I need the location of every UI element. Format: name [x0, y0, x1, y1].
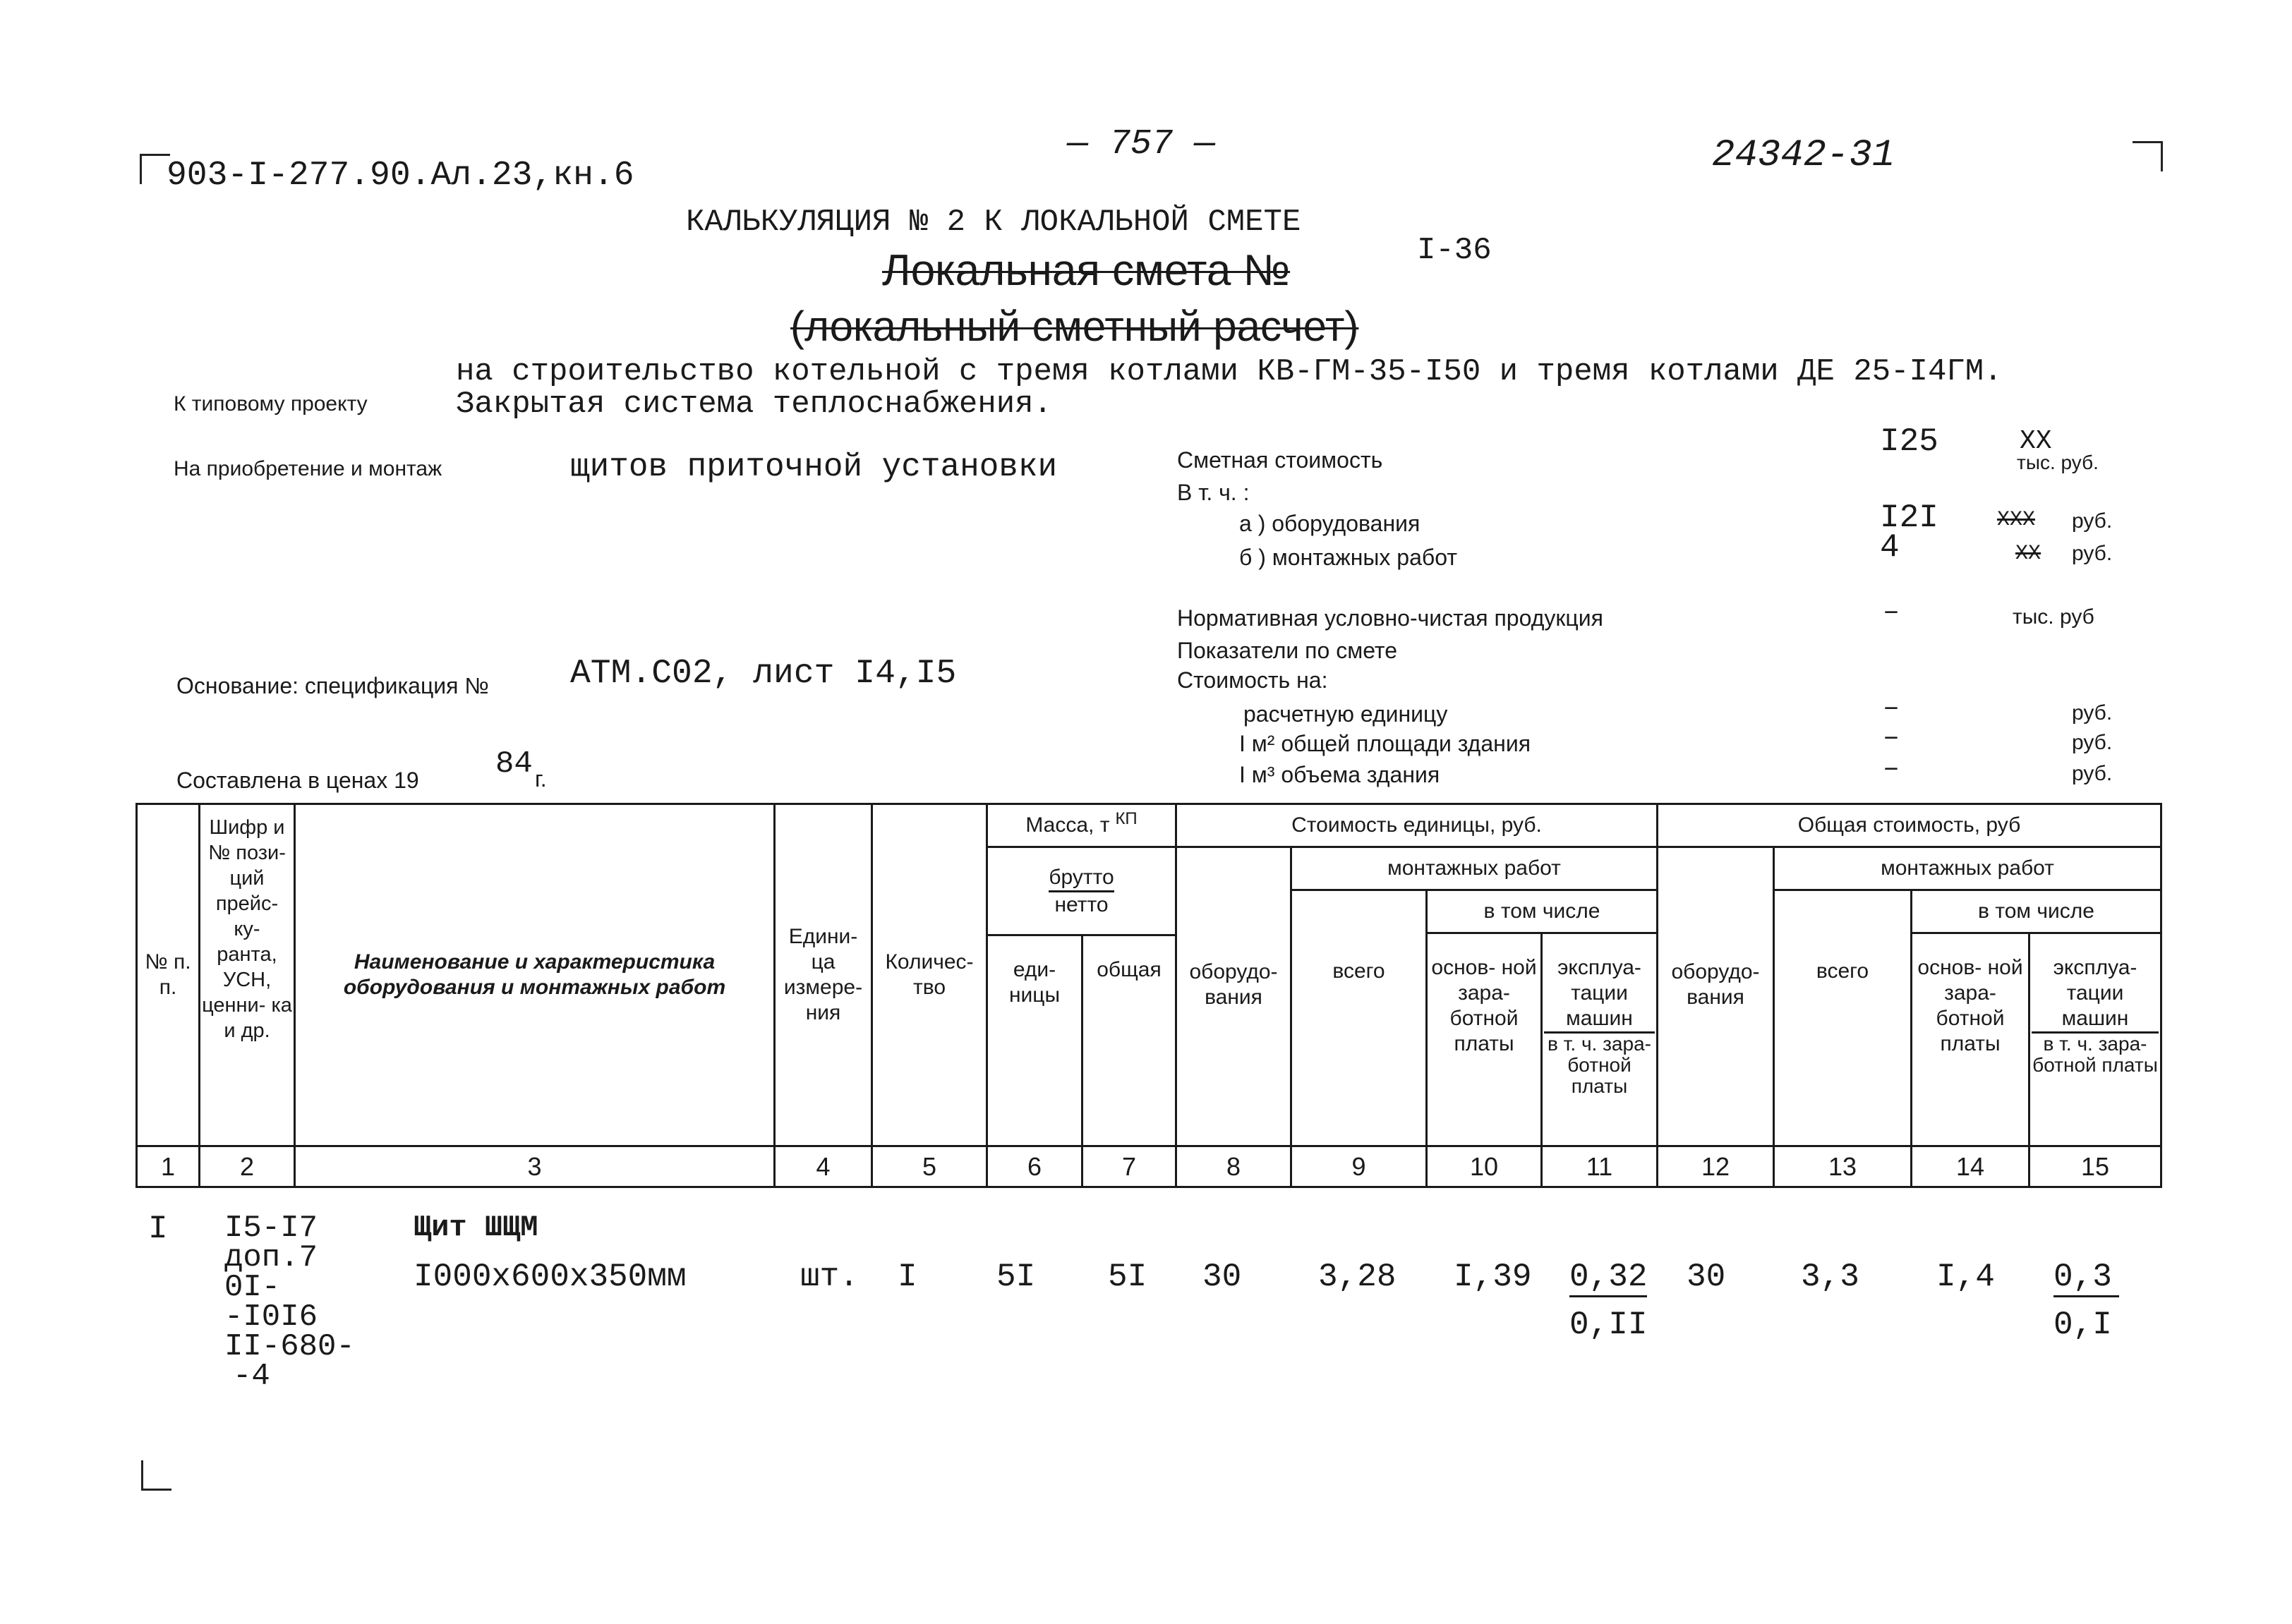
- colnum-7: 7: [1081, 1145, 1177, 1188]
- colnum-2: 2: [198, 1145, 296, 1188]
- header-col-6: еди- ницы: [986, 934, 1083, 1147]
- colnum-13: 13: [1773, 1145, 1912, 1188]
- prices-label: Составлена в ценах 19: [176, 768, 419, 793]
- colnum-9: 9: [1290, 1145, 1428, 1188]
- colnum-5: 5: [871, 1145, 988, 1188]
- per-unit-label: расчетную единицу: [1243, 701, 1448, 727]
- purpose-value: щитов приточной установки: [570, 449, 1058, 485]
- row-equip-unit: 30: [1202, 1259, 1242, 1295]
- purpose-label: На приобретение и монтаж: [174, 457, 442, 480]
- header-col-14: основ- ной зара- ботной платы: [1910, 932, 2030, 1147]
- prices-year: 84: [495, 746, 533, 782]
- installation-label: б ) монтажных работ: [1239, 545, 1457, 570]
- header-mass: [986, 803, 1177, 848]
- row-code-4: -I0I6: [224, 1299, 318, 1335]
- header-total-cost: Общая стоимость, руб: [1656, 803, 2162, 848]
- per-m2-unit: руб.: [2072, 731, 2113, 754]
- header-col-5: Количес- тво: [871, 803, 988, 1147]
- row-machines-unit: 0,32: [1569, 1259, 1647, 1297]
- header-col-2: Шифр и № пози- ций прейс- ку- ранта, УСН, ценни- ка и др.: [198, 803, 296, 1147]
- equipment-label: а ) оборудования: [1239, 511, 1421, 536]
- colnum-11: 11: [1540, 1145, 1658, 1188]
- estimate-table: [135, 803, 2162, 1188]
- archive-number: 24342-31: [1712, 134, 1895, 177]
- equipment-value: I2I: [1880, 499, 1938, 536]
- row-size: I000x600x350мм: [414, 1259, 687, 1295]
- estimate-title: Локальная смета №: [882, 246, 1291, 295]
- installation-value: 4: [1880, 529, 1900, 566]
- colnum-14: 14: [1910, 1145, 2030, 1188]
- header-col-13: всего: [1773, 889, 1912, 1147]
- header-col-1: № п. п.: [135, 803, 200, 1147]
- installation-unit: руб.: [2072, 542, 2113, 565]
- colnum-8: 8: [1175, 1145, 1292, 1188]
- project-value: Закрытая система теплоснабжения.: [456, 387, 1052, 422]
- row-wages-unit: I,39: [1454, 1259, 1532, 1295]
- calc-title: КАЛЬКУЛЯЦИЯ № 2 К ЛОКАЛЬНОЙ СМЕТЕ: [686, 205, 1301, 240]
- header-install-works-2: монтажных работ: [1773, 846, 2162, 891]
- row-code-6: -4: [233, 1359, 270, 1394]
- header-col-12: оборудо- вания: [1656, 846, 1775, 1147]
- cost-on-label: Стоимость на:: [1177, 667, 1328, 693]
- colnum-12: 12: [1656, 1145, 1775, 1188]
- header-col-11-top: эксплуа- тации машин: [1544, 955, 1655, 1034]
- indicators-label: Показатели по смете: [1177, 638, 1398, 663]
- header-install-works: монтажных работ: [1290, 846, 1658, 891]
- header-netto: нетто: [1054, 892, 1109, 916]
- per-m3-label: I м³ объема здания: [1239, 762, 1440, 787]
- row-install-total-unit: 3,28: [1318, 1259, 1397, 1295]
- row-mass-unit: 5I: [996, 1259, 1036, 1295]
- row-code-2: доп.7: [224, 1240, 318, 1275]
- doc-code: 903-I-277.90.Ал.23,кн.6: [167, 157, 634, 195]
- per-m2-label: I м² общей площади здания: [1239, 731, 1531, 756]
- header-brutto: брутто: [1049, 865, 1114, 892]
- header-col-15-bottom: в т. ч. зара- ботной платы: [2032, 1033, 2158, 1076]
- header-col-4: Едини- ца измере- ния: [773, 803, 873, 1147]
- colnum-6: 6: [986, 1145, 1083, 1188]
- normative-unit: тыс. руб: [2013, 605, 2094, 629]
- row-equip-total: 30: [1687, 1259, 1726, 1295]
- header-unit-cost: Стоимость единицы, руб.: [1175, 803, 1658, 848]
- row-code-5: II-680-: [224, 1329, 355, 1364]
- header-col-8: оборудо- вания: [1175, 846, 1292, 1147]
- header-incl: в том числе: [1425, 889, 1658, 934]
- normative-label: Нормативная условно-чистая продукция: [1177, 605, 1603, 631]
- colnum-1: 1: [135, 1145, 200, 1188]
- row-wages-total: I,4: [1936, 1259, 1995, 1295]
- header-col-11-bottom: в т. ч. зара- ботной платы: [1548, 1033, 1651, 1097]
- installation-unit-struck: XX: [2015, 542, 2041, 566]
- normative-value: –: [1883, 597, 1900, 629]
- row-code-3: 0I-: [224, 1270, 281, 1305]
- row-code-1: I5-I7: [224, 1211, 318, 1246]
- row-machines-wages-total: 0,I: [2053, 1307, 2112, 1343]
- header-col-3: Наименование и характеристика оборудования и монтажных работ: [294, 803, 776, 1147]
- header-col-15: [2028, 932, 2162, 1147]
- estimated-cost-label: Сметная стоимость: [1177, 447, 1383, 473]
- header-brutto-netto: [986, 846, 1177, 936]
- corner-mark-top-right: [2133, 141, 2163, 171]
- header-incl-2: в том числе: [1910, 889, 2162, 934]
- estimate-subtitle: (локальный сметный расчет): [790, 303, 1359, 350]
- header-col-15-top: эксплуа- тации машин: [2032, 955, 2159, 1034]
- per-m3-value: –: [1883, 753, 1900, 785]
- basis-value: АТМ.С02, лист I4,I5: [570, 655, 957, 693]
- per-m3-unit: руб.: [2072, 762, 2113, 785]
- incl-label: В т. ч. :: [1177, 480, 1250, 505]
- header-mass-label: Масса, т: [1025, 813, 1110, 837]
- row-machines-wages-unit: 0,II: [1569, 1307, 1648, 1343]
- colnum-10: 10: [1425, 1145, 1543, 1188]
- per-m2-value: –: [1883, 722, 1900, 754]
- row-name: Щит ШЩМ: [414, 1211, 538, 1244]
- row-install-total: 3,3: [1801, 1259, 1859, 1295]
- header-col-7: общая: [1081, 934, 1177, 1147]
- header-col-11: [1540, 932, 1658, 1147]
- estimate-number: I-36: [1417, 233, 1492, 268]
- colnum-4: 4: [773, 1145, 873, 1188]
- estimated-cost-unit-struck: XX: [2020, 426, 2052, 456]
- per-unit-value: –: [1883, 693, 1900, 725]
- header-col-9: всего: [1290, 889, 1428, 1147]
- row-unit: шт.: [800, 1259, 859, 1295]
- equipment-unit: руб.: [2072, 509, 2113, 533]
- colnum-3: 3: [294, 1145, 776, 1188]
- prices-suffix: г.: [535, 766, 547, 792]
- equipment-unit-struck: XXX: [1997, 508, 2036, 532]
- basis-label: Основание: спецификация №: [176, 673, 489, 698]
- header-mass-note: КП: [1115, 809, 1138, 828]
- header-col-10: основ- ной зара- ботной платы: [1425, 932, 1543, 1147]
- row-num: I: [148, 1211, 168, 1247]
- estimated-cost-value: I25: [1880, 423, 1938, 460]
- row-machines-total: 0,3: [2053, 1259, 2119, 1297]
- estimated-cost-unit: тыс. руб.: [2017, 452, 2099, 473]
- row-qty: I: [898, 1259, 917, 1295]
- corner-mark-top-left: [140, 154, 170, 184]
- colnum-15: 15: [2028, 1145, 2162, 1188]
- per-unit-unit: руб.: [2072, 701, 2113, 725]
- project-label: К типовому проекту: [174, 392, 368, 416]
- row-mass-total: 5I: [1108, 1259, 1147, 1295]
- corner-mark-bottom-left: [141, 1460, 171, 1491]
- page-number: — 757 —: [1067, 124, 1216, 164]
- construction-line: на строительство котельной с тремя котлами КВ-ГМ-35-I50 и тремя котлами ДЕ 25-I4ГМ.: [456, 354, 2003, 389]
